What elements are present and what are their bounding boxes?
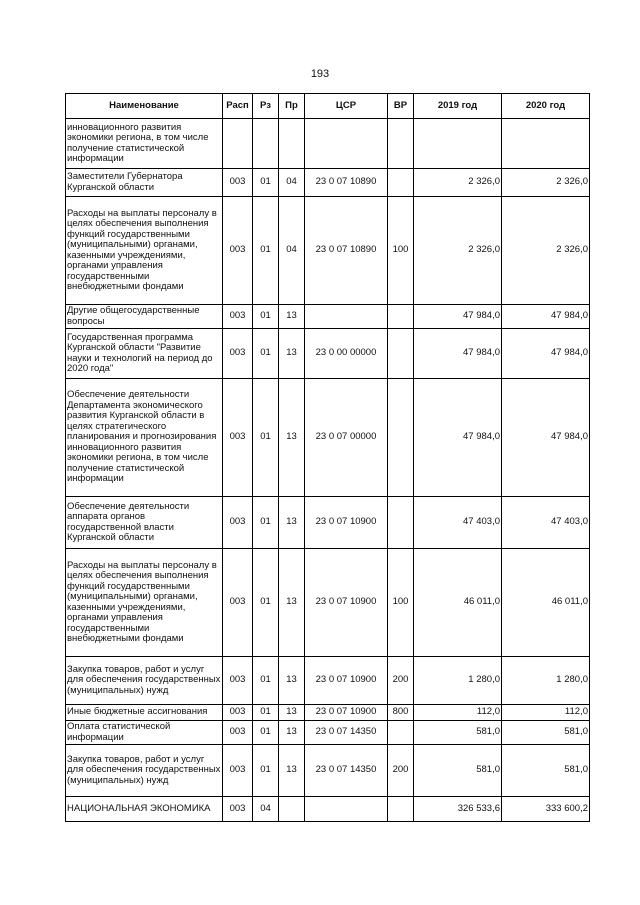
- row-amount-2019: 112,0: [414, 705, 502, 721]
- table-row: [66, 169, 590, 197]
- row-rz: 01: [253, 329, 279, 379]
- row-amount-2019: [414, 119, 502, 169]
- table-row: [66, 657, 590, 705]
- row-amount-2020: 333 600,2: [502, 797, 590, 822]
- row-name: Закупка товаров, работ и услуг для обеспечения государственных (муниципальных) нужд: [66, 657, 223, 705]
- row-name: инновационного развития экономики региона, в том числе получение статистической информации: [66, 119, 223, 169]
- row-rz: 01: [253, 169, 279, 197]
- row-vr: [388, 379, 414, 497]
- row-rasp: 003: [223, 705, 253, 721]
- row-name: Обеспечение деятельности Департамента экономического развития Курганской области в целях стратегического планирования и прогнозирования инновационного развития экономики региона, в том числе получение статистической информации: [66, 379, 223, 497]
- row-rz: 01: [253, 549, 279, 657]
- row-csr: 23 0 07 10900: [305, 705, 388, 721]
- row-name: Закупка товаров, работ и услуг для обеспечения государственных (муниципальных) нужд: [66, 745, 223, 797]
- row-rasp: 003: [223, 657, 253, 705]
- row-pr: 13: [279, 549, 305, 657]
- row-name: Другие общегосударственные вопросы: [66, 305, 223, 329]
- row-amount-2020: [502, 119, 590, 169]
- row-rz: 01: [253, 497, 279, 549]
- row-rz: 01: [253, 745, 279, 797]
- row-rz: 01: [253, 379, 279, 497]
- row-vr: [388, 305, 414, 329]
- row-pr: 13: [279, 705, 305, 721]
- row-rasp: 003: [223, 379, 253, 497]
- header-2019: 2019 год: [414, 94, 502, 119]
- row-csr: [305, 797, 388, 822]
- row-amount-2020: 581,0: [502, 745, 590, 797]
- row-vr: [388, 169, 414, 197]
- row-vr: [388, 797, 414, 822]
- row-vr: 800: [388, 705, 414, 721]
- row-rz: 01: [253, 721, 279, 745]
- header-name: Наименование: [66, 94, 223, 119]
- row-amount-2019: 581,0: [414, 745, 502, 797]
- row-csr: 23 0 07 10900: [305, 549, 388, 657]
- table-row: [66, 721, 590, 745]
- row-csr: 23 0 07 10890: [305, 197, 388, 305]
- row-pr: [279, 797, 305, 822]
- row-pr: 13: [279, 721, 305, 745]
- row-amount-2020: 581,0: [502, 721, 590, 745]
- row-amount-2019: 326 533,6: [414, 797, 502, 822]
- row-vr: 200: [388, 745, 414, 797]
- row-name: Расходы на выплаты персоналу в целях обеспечения выполнения функций государственными (муниципальными) органами, казенными учреждениями, органами управления государственными внебюджетными фондами: [66, 549, 223, 657]
- table-row: [66, 497, 590, 549]
- row-vr: 200: [388, 657, 414, 705]
- row-amount-2019: 2 326,0: [414, 169, 502, 197]
- row-amount-2020: 47 984,0: [502, 329, 590, 379]
- row-rz: 01: [253, 705, 279, 721]
- row-amount-2020: 47 984,0: [502, 379, 590, 497]
- header-rasp: Расп: [223, 94, 253, 119]
- row-amount-2020: 1 280,0: [502, 657, 590, 705]
- row-name: Обеспечение деятельности аппарата органов государственной власти Курганской области: [66, 497, 223, 549]
- row-amount-2019: 46 011,0: [414, 549, 502, 657]
- row-pr: 13: [279, 657, 305, 705]
- row-rasp: 003: [223, 497, 253, 549]
- row-rz: 01: [253, 305, 279, 329]
- row-amount-2019: 1 280,0: [414, 657, 502, 705]
- row-amount-2019: 2 326,0: [414, 197, 502, 305]
- row-rz: 04: [253, 797, 279, 822]
- row-csr: 23 0 07 14350: [305, 721, 388, 745]
- row-rz: [253, 119, 279, 169]
- row-csr: 23 0 07 10900: [305, 657, 388, 705]
- table-row: [66, 197, 590, 305]
- row-rasp: 003: [223, 745, 253, 797]
- row-name: Иные бюджетные ассигнования: [66, 705, 223, 721]
- row-rasp: 003: [223, 797, 253, 822]
- row-vr: 100: [388, 197, 414, 305]
- row-rasp: 003: [223, 197, 253, 305]
- row-amount-2020: 47 403,0: [502, 497, 590, 549]
- row-vr: [388, 497, 414, 549]
- row-csr: 23 0 07 10890: [305, 169, 388, 197]
- table-row: [66, 797, 590, 822]
- row-amount-2020: 112,0: [502, 705, 590, 721]
- row-csr: 23 0 07 00000: [305, 379, 388, 497]
- table-row: [66, 745, 590, 797]
- row-name: Оплата статистической информации: [66, 721, 223, 745]
- row-rasp: 003: [223, 329, 253, 379]
- row-rasp: 003: [223, 549, 253, 657]
- row-vr: [388, 721, 414, 745]
- row-amount-2020: 47 984,0: [502, 305, 590, 329]
- budget-table: [65, 93, 590, 822]
- table-row: [66, 119, 590, 169]
- row-amount-2019: 47 403,0: [414, 497, 502, 549]
- table-row: [66, 549, 590, 657]
- row-pr: [279, 119, 305, 169]
- table-row: [66, 379, 590, 497]
- row-rasp: 003: [223, 305, 253, 329]
- row-csr: 23 0 07 10900: [305, 497, 388, 549]
- header-rz: Рз: [253, 94, 279, 119]
- table-row: [66, 329, 590, 379]
- row-amount-2019: 47 984,0: [414, 305, 502, 329]
- row-pr: 04: [279, 169, 305, 197]
- table-row: [66, 305, 590, 329]
- row-amount-2020: 2 326,0: [502, 197, 590, 305]
- row-pr: 13: [279, 745, 305, 797]
- row-vr: 100: [388, 549, 414, 657]
- row-rz: 01: [253, 657, 279, 705]
- header-2020: 2020 год: [502, 94, 590, 119]
- row-csr: [305, 305, 388, 329]
- row-rz: 01: [253, 197, 279, 305]
- row-amount-2019: 47 984,0: [414, 379, 502, 497]
- row-vr: [388, 329, 414, 379]
- row-rasp: 003: [223, 721, 253, 745]
- row-amount-2020: 2 326,0: [502, 169, 590, 197]
- row-pr: 13: [279, 329, 305, 379]
- row-pr: 04: [279, 197, 305, 305]
- table-row: [66, 705, 590, 721]
- row-name: НАЦИОНАЛЬНАЯ ЭКОНОМИКА: [66, 797, 223, 822]
- row-name: Государственная программа Курганской области "Развитие науки и технологий на период до 2020 года": [66, 329, 223, 379]
- header-csr: ЦСР: [305, 94, 388, 119]
- row-vr: [388, 119, 414, 169]
- row-amount-2019: 581,0: [414, 721, 502, 745]
- row-rasp: 003: [223, 169, 253, 197]
- row-csr: 23 0 00 00000: [305, 329, 388, 379]
- row-rasp: [223, 119, 253, 169]
- table-header-row: [66, 94, 590, 119]
- row-amount-2020: 46 011,0: [502, 549, 590, 657]
- row-name: Расходы на выплаты персоналу в целях обеспечения выполнения функций государственными (муниципальными) органами, казенными учреждениями, органами управления государственными внебюджетными фондами: [66, 197, 223, 305]
- header-pr: Пр: [279, 94, 305, 119]
- row-pr: 13: [279, 305, 305, 329]
- row-csr: 23 0 07 14350: [305, 745, 388, 797]
- row-amount-2019: 47 984,0: [414, 329, 502, 379]
- header-vr: ВР: [388, 94, 414, 119]
- page-number: 193: [310, 68, 330, 80]
- row-csr: [305, 119, 388, 169]
- row-pr: 13: [279, 497, 305, 549]
- row-pr: 13: [279, 379, 305, 497]
- row-name: Заместители Губернатора Курганской области: [66, 169, 223, 197]
